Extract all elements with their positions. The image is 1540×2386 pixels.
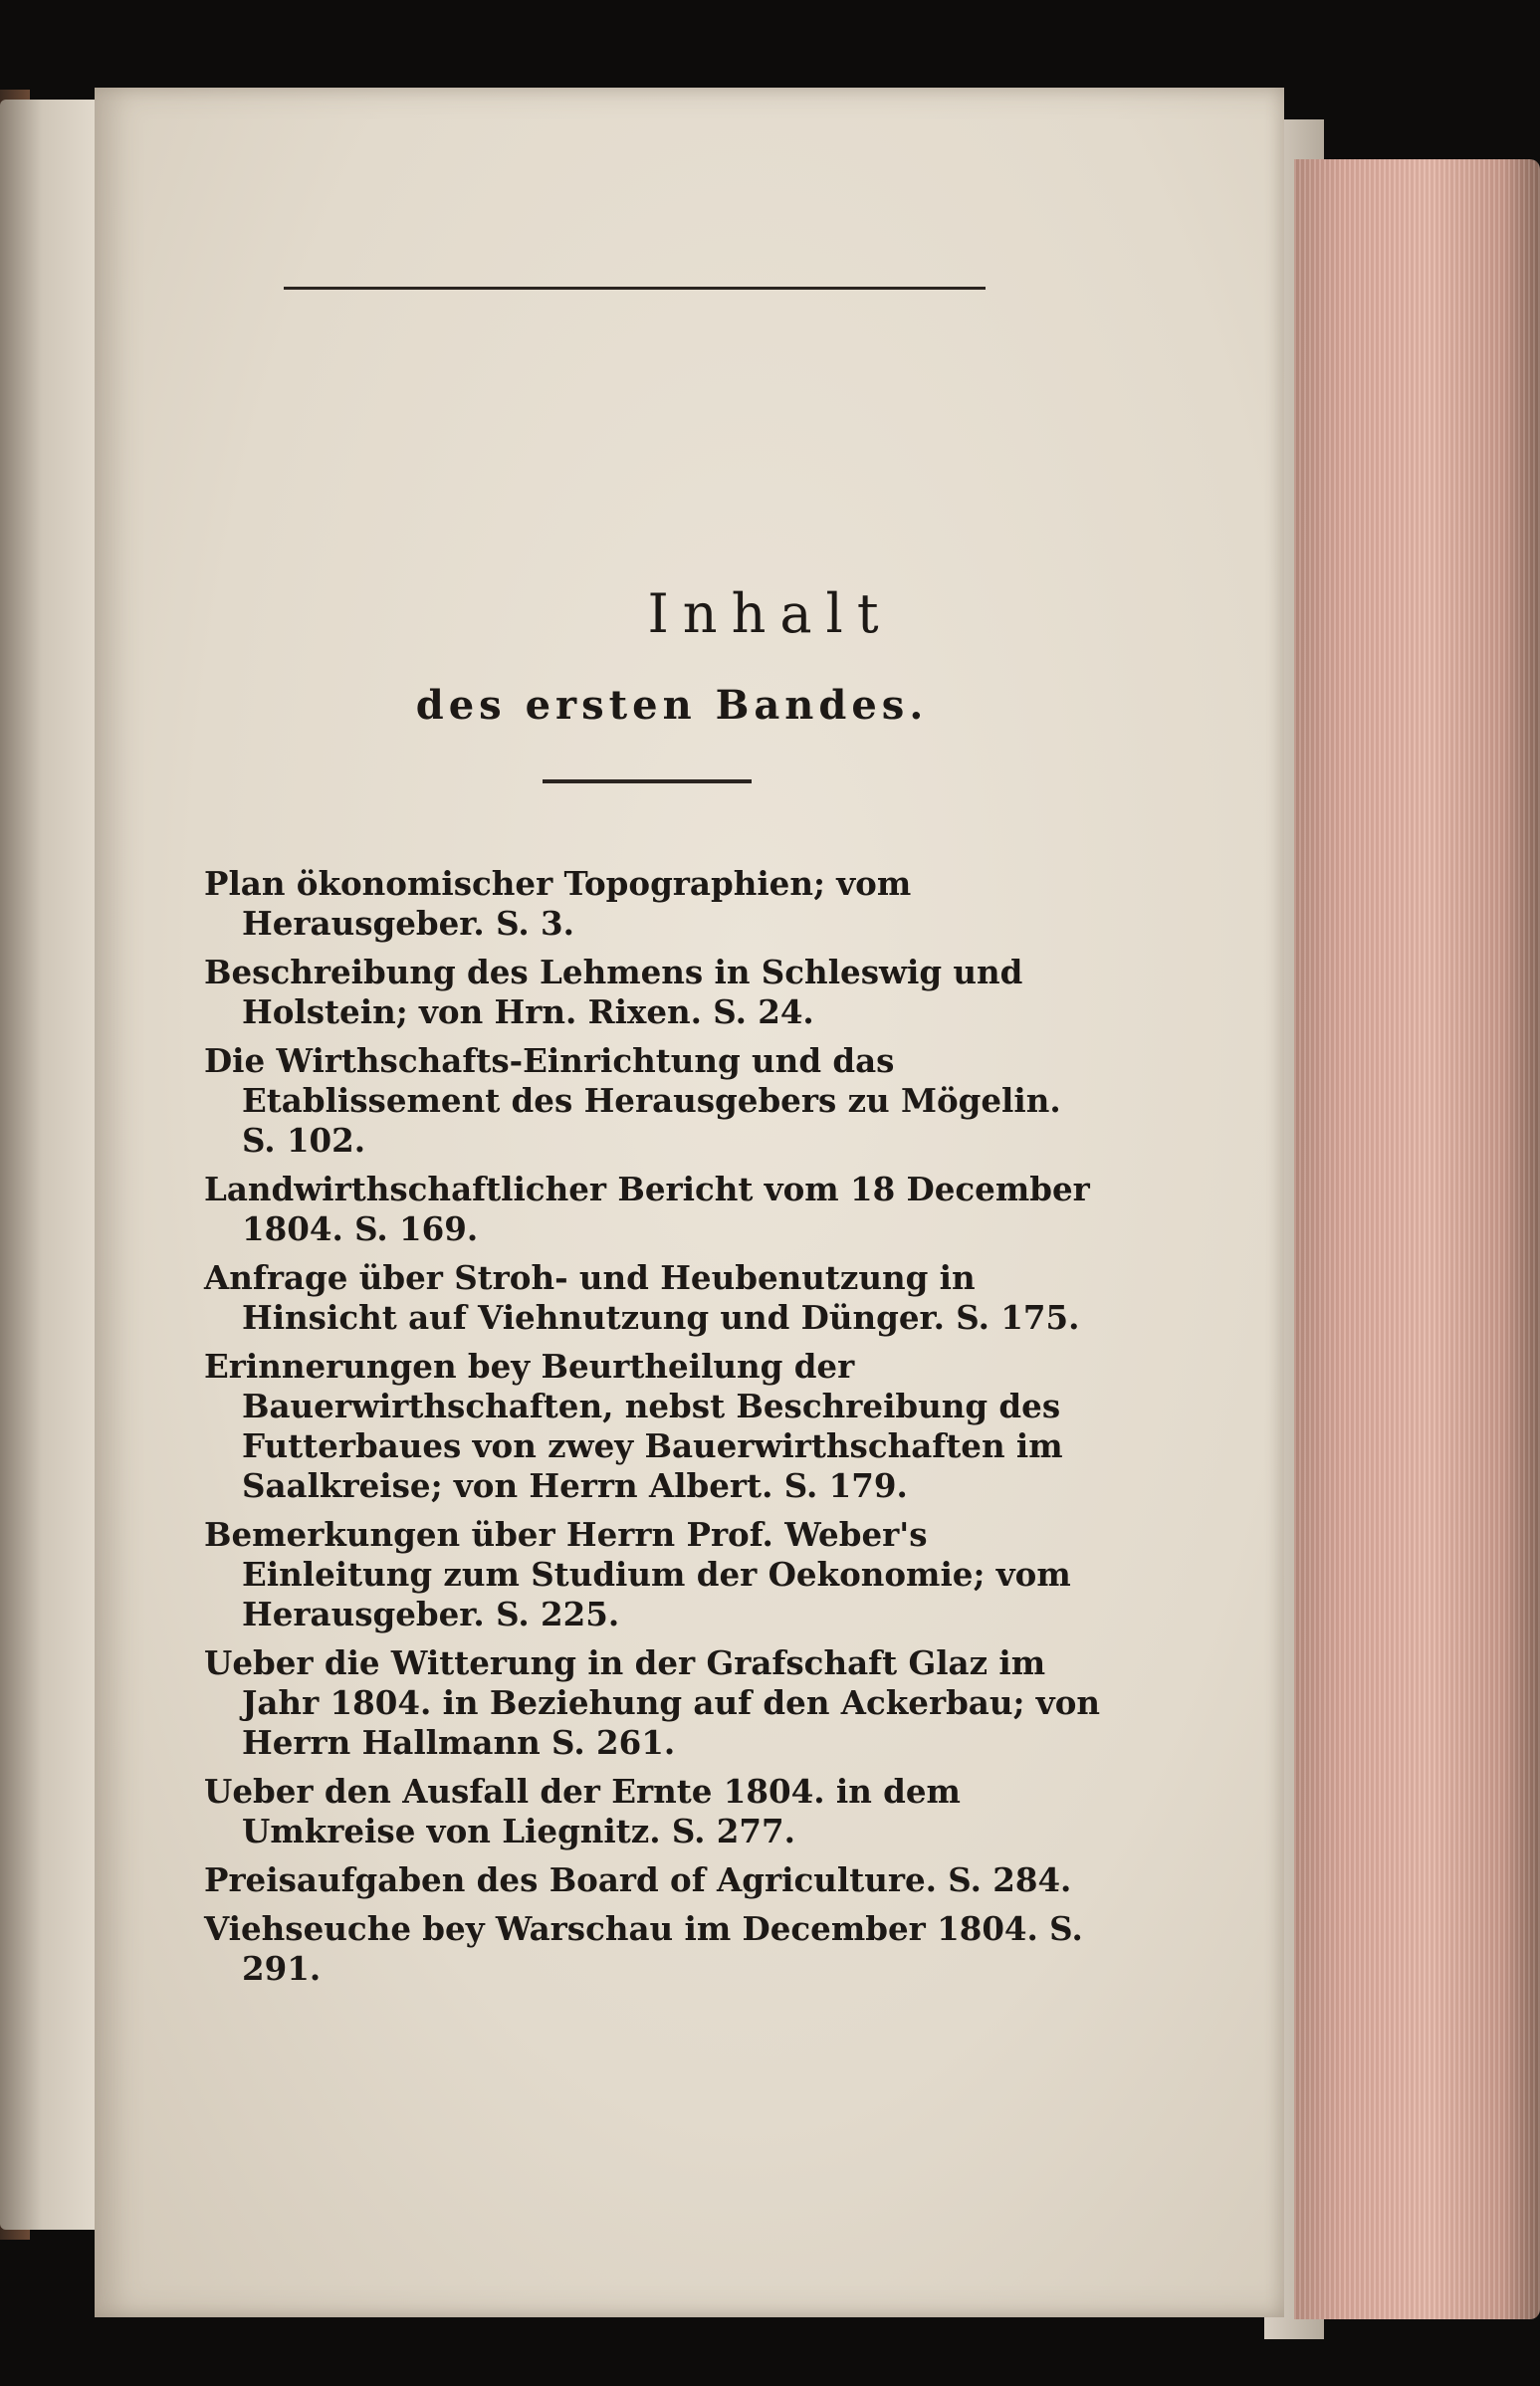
page-title: Inhalt <box>647 582 893 645</box>
title-rule <box>543 779 752 783</box>
top-rule <box>284 287 986 290</box>
toc-entry: Bemerkungen über Herrn Prof. Weber's Einleitung zum Studium der Oekonomie; vom Herausgeber. S. 225. <box>204 1515 1071 1633</box>
toc-entry: Erinnerungen bey Beurtheilung der Bauerwirthschaften, nebst Beschreibung des Futterbaues von zwey Bauerwirthschaften im Saalkreise; von Herrn Albert. S. 179. <box>204 1347 1063 1505</box>
toc-entry: Plan ökonomischer Topographien; vom Herausgeber. S. 3. <box>204 864 912 943</box>
table-of-contents <box>204 864 1100 1998</box>
toc-entry: Die Wirthschafts-Einrichtung und das Etablissement des Herausgebers zu Mögelin. S. 102. <box>204 1041 1061 1160</box>
toc-entry: Anfrage über Stroh- und Heubenutzung in Hinsicht auf Viehnutzung und Dünger. S. 175. <box>204 1258 1080 1337</box>
toc-entry: Viehseuche bey Warschau im December 1804. S. 291. <box>204 1909 1083 1988</box>
red-page-edges <box>1294 159 1540 2319</box>
toc-entry: Ueber den Ausfall der Ernte 1804. in dem Umkreise von Liegnitz. S. 277. <box>204 1772 961 1850</box>
toc-entry: Ueber die Witterung in der Grafschaft Glaz im Jahr 1804. in Beziehung auf den Ackerbau; von Herrn Hallmann S. 261. <box>204 1643 1100 1762</box>
toc-entry: Landwirthschaftlicher Bericht vom 18 December 1804. S. 169. <box>204 1170 1090 1248</box>
toc-entry: Beschreibung des Lehmens in Schleswig und Holstein; von Hrn. Rixen. S. 24. <box>204 953 1023 1031</box>
toc-entry: Preisaufgaben des Board of Agriculture. S. 284. <box>204 1860 1072 1899</box>
page-subtitle: des ersten Bandes. <box>415 682 929 729</box>
